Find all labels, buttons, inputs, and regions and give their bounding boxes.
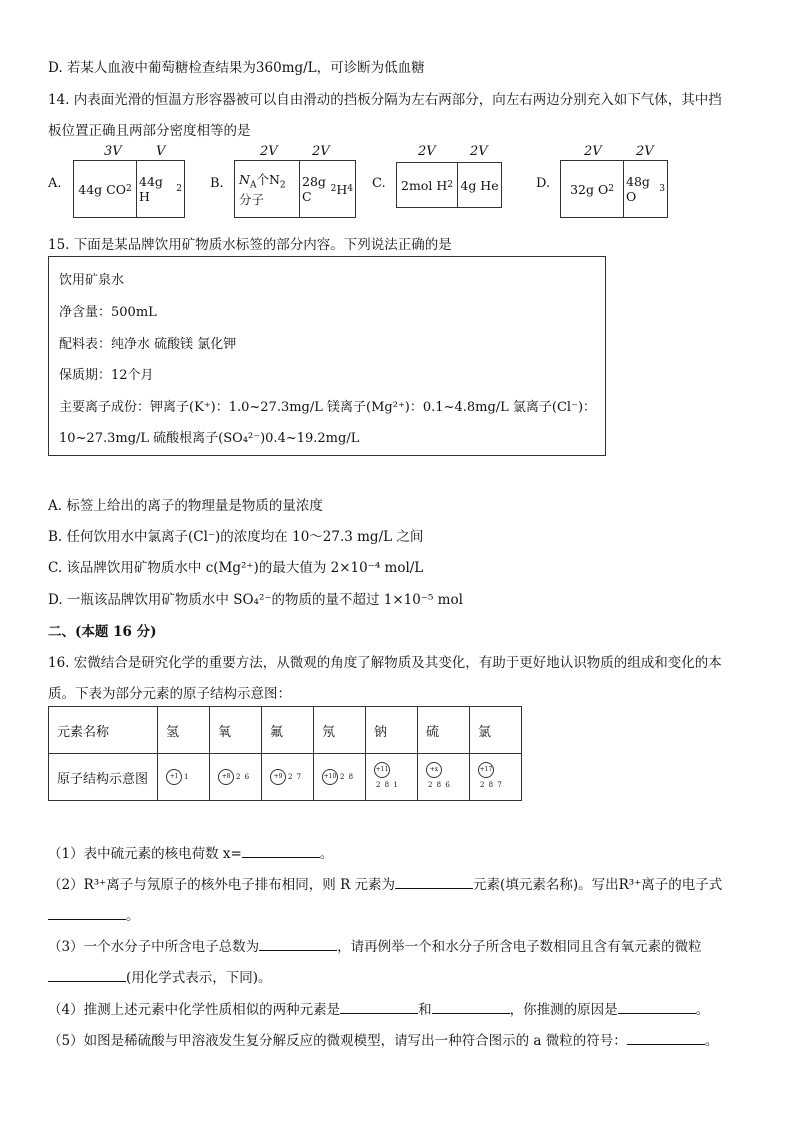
atom-diagram — [418, 754, 470, 801]
label-line-3: 配料表：纯净水 硫酸镁 氯化钾 — [59, 337, 237, 352]
q14-c-right-gas: 4g He — [457, 163, 501, 207]
element-name: 氯 — [470, 707, 522, 754]
q14-option-a-letter: A. — [48, 176, 62, 191]
element-name: 氢 — [158, 707, 210, 754]
q14-d-volume-left: 2V — [584, 144, 602, 159]
label-line-5: 主要离子成份：钾离子(K⁺)：1.0~27.3mg/L 镁离子(Mg²⁺)：0.1~4.8mg/L 氯离子(Cl⁻)： — [59, 400, 597, 415]
q16-stem-line2: 质。下表为部分元素的原子结构示意图： — [48, 686, 291, 702]
nucleus-icon: +17 — [478, 762, 494, 778]
electron-shells: 2 8 1 — [376, 781, 399, 789]
q14-b-left-gas: $N_A$个$N_2$ 分子 — [239, 171, 286, 208]
q16-sub3-cont: (用化学式表示，下同)。 — [48, 966, 272, 986]
atom-diagram — [262, 754, 314, 801]
q14-c-left-gas: 2mol H 2 — [401, 177, 453, 193]
q14-c-container — [396, 162, 502, 208]
q16-stem-line1: 16. 宏微结合是研究化学的重要方法，从微观的角度了解物质及其变化，有助于更好地认识物质的组成和变化的本 — [48, 655, 722, 671]
row2-header: 原子结构示意图 — [49, 754, 158, 801]
q14-d-left-gas: 32g O 2 — [570, 181, 614, 197]
answer-blank[interactable] — [627, 1044, 705, 1045]
nucleus-icon: +8 — [218, 769, 234, 785]
atom-diagram — [470, 754, 522, 801]
q14-option-b-letter: B. — [210, 176, 224, 191]
atom-diagram — [210, 754, 262, 801]
q14-b-container — [234, 160, 356, 218]
atom-diagram — [366, 754, 418, 801]
atomic-structure-table — [48, 706, 522, 801]
electron-shells: 2 7 — [288, 773, 303, 781]
answer-blank[interactable] — [618, 1013, 696, 1014]
q14-stem-line2: 板位置正确且两部分密度相等的是 — [48, 123, 251, 139]
mineral-water-label — [48, 256, 606, 456]
electron-shells: 2 8 — [340, 773, 355, 781]
q15-choice-c: C. 该品牌饮用矿物质水中 c(Mg²⁺)的最大值为 2×10⁻⁴ mol/L — [48, 560, 424, 576]
electron-shells: 2 6 — [236, 773, 251, 781]
q14-c-volume-right: 2V — [470, 144, 488, 159]
q14-stem-line1: 14. 内表面光滑的恒温方形容器被可以自由滑动的挡板分隔为左右两部分，向左右两边分别充入如下气体，其中挡 — [48, 92, 722, 108]
q13-option-d: D. 若某人血液中葡萄糖检查结果为360mg/L，可诊断为低血糖 — [48, 60, 425, 76]
q14-d-right-gas: 48g O 3 — [623, 161, 667, 217]
element-name: 氧 — [210, 707, 262, 754]
row1-header: 元素名称 — [49, 707, 158, 754]
q15-choice-b: B. 任何饮用水中氯离子(Cl⁻)的浓度均在 10～27.3 mg/L 之间 — [48, 529, 424, 545]
atom-diagram — [314, 754, 366, 801]
q14-d-volume-right: 2V — [636, 144, 654, 159]
atom-diagram — [158, 754, 210, 801]
nucleus-icon: +9 — [270, 769, 286, 785]
q14-b-volume-right: 2V — [312, 144, 330, 159]
q15-choice-a: A. 标签上给出的离子的物理量是物质的量浓度 — [48, 498, 323, 514]
q15-stem: 15. 下面是某品牌饮用矿物质水标签的部分内容。下列说法正确的是 — [48, 237, 452, 253]
q16-sub3: （3）一个水分子中所含电子总数为 ，请再例举一个和水分子所含电子数相同且含有氧元素的微粒 — [48, 939, 702, 955]
q14-a-right-gas: 44g H 2 — [136, 161, 184, 217]
answer-blank[interactable] — [242, 857, 320, 858]
q14-option-d-letter: D. — [536, 176, 551, 191]
element-name: 钠 — [366, 707, 418, 754]
nucleus-icon: +10 — [322, 769, 338, 785]
q14-c-volume-left: 2V — [418, 144, 436, 159]
electron-shells: 2 8 7 — [480, 781, 503, 789]
q15-choice-d: D. 一瓶该品牌饮用矿物质水中 SO₄²⁻的物质的量不超过 1×10⁻⁵ mol — [48, 592, 463, 608]
q16-sub1: （1）表中硫元素的核电荷数 x= 。 — [48, 846, 334, 862]
label-line-2: 净含量：500mL — [59, 305, 157, 320]
element-name: 氟 — [262, 707, 314, 754]
q14-a-left-gas: 44g CO 2 — [78, 181, 132, 197]
table-row — [49, 707, 522, 754]
element-name: 硫 — [418, 707, 470, 754]
q14-option-c-letter: C. — [372, 176, 386, 191]
section-2-heading: 二、(本题 16 分) — [48, 624, 157, 640]
q14-a-volume-left: 3V — [104, 144, 122, 159]
q16-sub2: （2）R³⁺离子与氖原子的核外电子排布相同，则 R 元素为 元素(填元素名称)。写出R³⁺离子的电子式 — [48, 877, 723, 893]
element-name: 氖 — [314, 707, 366, 754]
q16-sub2-cont: 。 — [48, 904, 140, 924]
answer-blank[interactable] — [48, 919, 126, 920]
q16-sub5: （5）如图是稀硫酸与甲溶液发生复分解反应的微观模型，请写出一种符合图示的 a 微粒的符号： 。 — [48, 1033, 719, 1049]
answer-blank[interactable] — [48, 981, 126, 982]
answer-blank[interactable] — [395, 888, 473, 889]
nucleus-icon: +1 — [166, 769, 182, 785]
q16-sub4: （4）推测上述元素中化学性质相似的两种元素是 和 ，你推测的原因是 。 — [48, 1002, 710, 1018]
q14-a-volume-right: V — [156, 144, 166, 159]
q14-b-right-gas: 28g C 2 H 4 — [299, 161, 355, 217]
nucleus-icon: +11 — [374, 762, 390, 778]
electron-shells: 1 — [184, 773, 190, 781]
q14-b-volume-left: 2V — [260, 144, 278, 159]
label-line-4: 保质期：12个月 — [59, 368, 154, 383]
q14-a-container — [73, 160, 185, 218]
table-row — [49, 754, 522, 801]
answer-blank[interactable] — [259, 950, 337, 951]
answer-blank[interactable] — [432, 1013, 510, 1014]
label-line-6: 10~27.3mg/L 硫酸根离子(SO₄²⁻)0.4~19.2mg/L — [59, 431, 360, 446]
nucleus-icon: +x — [426, 762, 442, 778]
electron-shells: 2 8 6 — [428, 781, 451, 789]
label-line-1: 饮用矿泉水 — [59, 273, 125, 288]
q14-d-container — [560, 160, 668, 218]
answer-blank[interactable] — [340, 1013, 418, 1014]
